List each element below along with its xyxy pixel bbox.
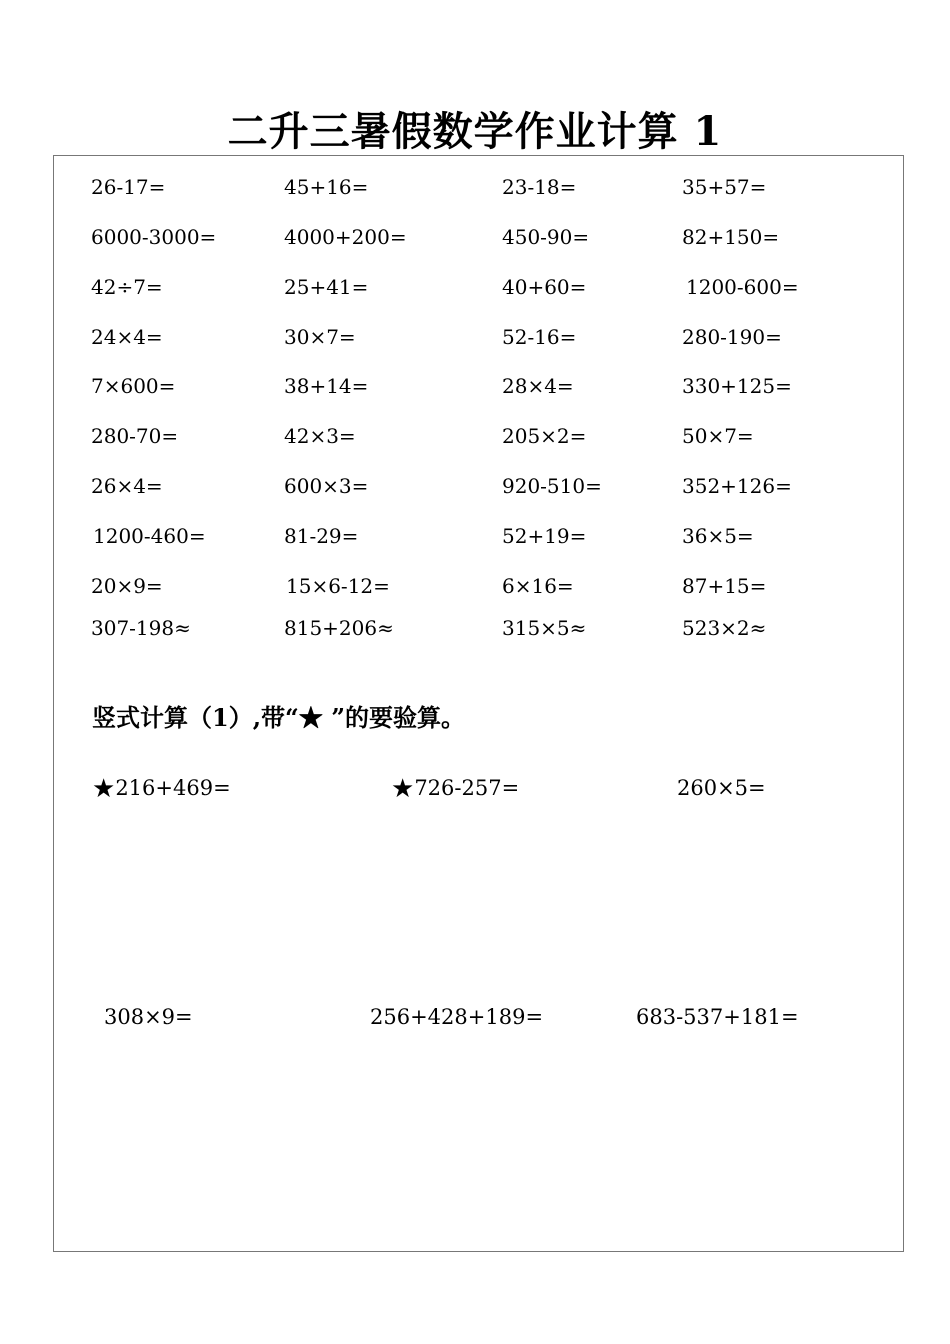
star-icon: ★ bbox=[92, 774, 116, 804]
problem: 36×5= bbox=[682, 524, 754, 548]
problem: 15×6-12= bbox=[286, 574, 390, 598]
vertical-expression: 726-257= bbox=[414, 776, 520, 800]
problem: 82+150= bbox=[682, 225, 780, 249]
vertical-problem bbox=[370, 1005, 543, 1029]
problem-row bbox=[0, 574, 950, 604]
problem: 6×16= bbox=[502, 574, 574, 598]
problem: 205×2= bbox=[502, 424, 587, 448]
problem: 40+60= bbox=[502, 275, 587, 299]
problem: 50×7= bbox=[682, 424, 754, 448]
problem-row bbox=[0, 474, 950, 504]
problem: 4000+200= bbox=[284, 225, 407, 249]
vertical-problem bbox=[92, 774, 231, 804]
problem: 52+19= bbox=[502, 524, 587, 548]
problem: 30×7= bbox=[284, 325, 356, 349]
problem-row bbox=[0, 616, 950, 646]
vertical-expression: 308×9= bbox=[104, 1005, 193, 1029]
problem: 920-510= bbox=[502, 474, 602, 498]
problem-row bbox=[0, 524, 950, 554]
problem: 523×2≈ bbox=[682, 616, 767, 640]
problem: 52-16= bbox=[502, 325, 577, 349]
problem: 38+14= bbox=[284, 374, 369, 398]
vertical-expression: 216+469= bbox=[115, 776, 231, 800]
problem: 45+16= bbox=[284, 175, 369, 199]
problem-row bbox=[0, 275, 950, 305]
problem: 600×3= bbox=[284, 474, 369, 498]
problem-row bbox=[0, 424, 950, 454]
problem: 352+126= bbox=[682, 474, 792, 498]
problem: 24×4= bbox=[91, 325, 163, 349]
vertical-problem bbox=[391, 774, 519, 804]
star-icon: ★ bbox=[391, 774, 415, 804]
problem: 42÷7= bbox=[91, 275, 163, 299]
problem: 280-70= bbox=[91, 424, 179, 448]
problem: 23-18= bbox=[502, 175, 577, 199]
vertical-expression: 256+428+189= bbox=[370, 1005, 544, 1029]
problem: 7×600= bbox=[91, 374, 176, 398]
problem: 1200-460= bbox=[93, 524, 206, 548]
problem-row bbox=[0, 325, 950, 355]
problem-row bbox=[0, 175, 950, 205]
problem: 6000-3000= bbox=[91, 225, 217, 249]
vertical-problem bbox=[677, 776, 766, 800]
vertical-expression: 683-537+181= bbox=[636, 1005, 799, 1029]
problem: 81-29= bbox=[284, 524, 359, 548]
problem-row bbox=[0, 374, 950, 404]
problem: 815+206≈ bbox=[284, 616, 394, 640]
vertical-problem bbox=[104, 1005, 193, 1029]
problem: 87+15= bbox=[682, 574, 767, 598]
problem: 307-198≈ bbox=[91, 616, 191, 640]
vertical-problem bbox=[636, 1005, 799, 1029]
section-heading: 竖式计算（1）,带“★ ”的要验算。 bbox=[92, 703, 466, 732]
problem: 25+41= bbox=[284, 275, 369, 299]
problem: 35+57= bbox=[682, 175, 767, 199]
problem: 1200-600= bbox=[686, 275, 799, 299]
problem: 280-190= bbox=[682, 325, 782, 349]
page-title: 二升三暑假数学作业计算 1 bbox=[227, 108, 723, 155]
vertical-expression: 260×5= bbox=[677, 776, 766, 800]
problem: 450-90= bbox=[502, 225, 590, 249]
problem: 28×4= bbox=[502, 374, 574, 398]
problem: 330+125= bbox=[682, 374, 792, 398]
problem: 20×9= bbox=[91, 574, 163, 598]
problem-row bbox=[0, 225, 950, 255]
problem: 315×5≈ bbox=[502, 616, 587, 640]
problem: 42×3= bbox=[284, 424, 356, 448]
problem: 26×4= bbox=[91, 474, 163, 498]
problem: 26-17= bbox=[91, 175, 166, 199]
